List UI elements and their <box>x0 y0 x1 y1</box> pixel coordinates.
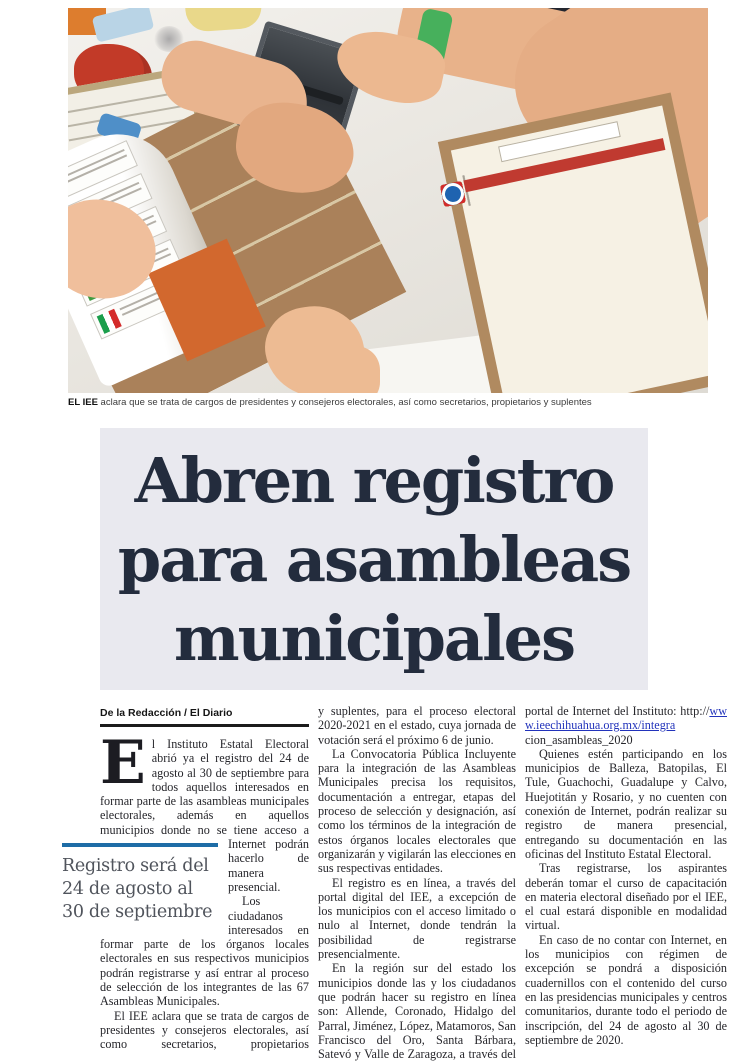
photo-caption <box>68 397 708 408</box>
headline-line-3: municipales <box>173 601 575 675</box>
pull-quote-rule <box>62 843 218 847</box>
ballot-inner <box>451 106 708 393</box>
paragraph <box>525 704 727 747</box>
paragraph-text: portal de Internet del Instituto: http:// <box>525 704 710 718</box>
byline: De la Redacción / El Diario <box>100 707 233 719</box>
registration-link[interactable]: www.ieechihuahua.org.mx/integra <box>525 704 727 733</box>
paragraph-text: a Internet podrán hacerlo de manera presencial. <box>228 822 310 894</box>
paragraph: Los ciudadanos interesados en formar parte de los órganos locales electorales en sus respectivos municipios podrán registrarse y así entrar al proceso de selección de los integrantes de las 67 Asambleas Municipales. <box>100 894 309 1009</box>
drop-cap: E <box>100 728 146 798</box>
page-title <box>118 441 630 678</box>
paragraph: Quienes estén participando en los municipios de Balleza, Batopilas, El Tule, Guachochi, Guadalupe y Calvo, Huejotitán y Rosario, y no cuenten con conexión de Internet, podrán realizar su registro de manera presencial, entregando su documentación en las oficinas del Instituto Estatal Electoral. <box>525 746 727 861</box>
paragraph: y suplentes, para el proceso electoral 2020-2021 en el estado, cuya jornada de votación será el próximo 6 de junio. <box>318 704 516 747</box>
article-column-1 <box>62 704 310 1052</box>
paragraph: Tras registrarse, los aspirantes deberán tomar el curso de capacitación en materia electoral diseñado por el IEE, el cual estará disponible en modalidad virtual. <box>525 861 727 933</box>
article-photo <box>68 8 708 393</box>
child-arm <box>296 346 380 393</box>
caption-lead: EL IEE <box>68 397 98 408</box>
paragraph: La Convocatoria Pública Incluyente para la integración de las Asambleas Municipales precisa los requisitos, documentación a entregar, etapas del proceso de selección y designación, así como los términos de la integración de estos órganos locales electorales que organizarán y vigilarán las elecciones en sus respectivas entidades. <box>318 746 516 876</box>
paragraph-text: cion_asambleas_2020 <box>525 732 633 747</box>
pull-quote <box>62 843 218 924</box>
article-column-2 <box>318 704 516 1061</box>
headline-box <box>100 428 648 690</box>
paragraph: El registro es en línea, a través del portal digital del IEE, a excepción de los municipios con el acceso limitado o nulo al Internet, donde tendrán la posibilidad de registrarse presencialmente. <box>318 875 516 962</box>
article-body <box>62 704 727 1061</box>
pull-quote-text: Registro será del 24 de agosto al 30 de septiembre <box>62 856 213 923</box>
paragraph: En caso de no contar con Internet, en los municipios con régimen de excepción se pondrá a disposición cuadernillos con el contenido del curso en las presidencias municipales y centros comunitarios, durante todo el periodo de inscripción, del 24 de agosto al 30 de septiembre de 2020. <box>525 932 727 1047</box>
headline-line-1: Abren registro <box>134 443 614 517</box>
caption-text: aclara que se trata de cargos de presidentes y consejeros electorales, así como secretarios, propietarios y suplentes <box>97 397 592 408</box>
yellow-object <box>185 8 263 33</box>
paragraph: En la región sur del estado los municipios donde las y los ciudadanos que podrán hacer su registro en línea son: Allende, Coronado, Hidalgo del Parral, Jiménez, López, Matamoros, San Francisco del Oro, Santa Bárbara, Satevó y Valle de Zaragoza, a través del <box>318 961 516 1061</box>
paragraph <box>62 728 310 923</box>
paragraph: El IEE aclara que se trata de cargos de presidentes y consejeros electorales, así como secretarios, propietarios <box>100 1008 309 1052</box>
byline-rule <box>100 724 309 727</box>
paragraph-text: l Instituto Estatal Electoral abrió ya el registro del 24 de agosto al 30 de septiembre para todos aquellos interesados en formar parte de las asambleas municipales electorales, además en aquellos municipios donde no se tiene acceso <box>100 737 309 837</box>
article-column-3 <box>525 704 727 1047</box>
headline-line-2: para asambleas <box>117 522 631 596</box>
